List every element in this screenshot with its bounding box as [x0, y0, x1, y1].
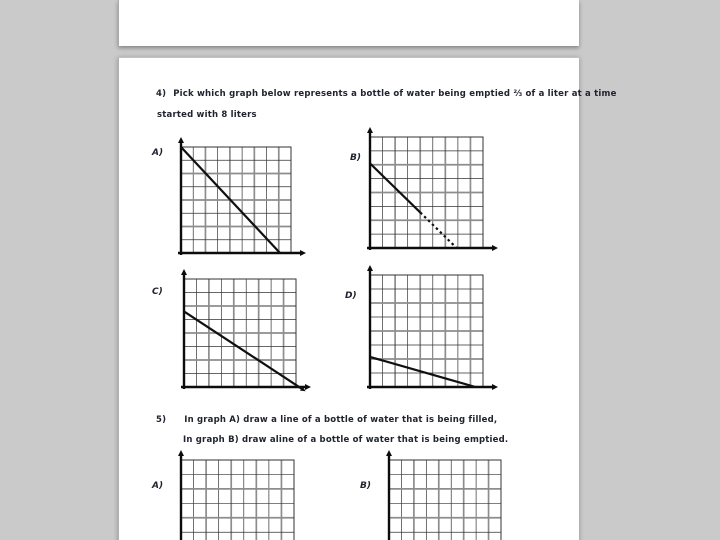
question5-prompt: In graph A) draw a line of a bottle of water that is being filled,	[184, 415, 498, 425]
q5-graph-a-empty-grid	[181, 460, 294, 540]
q5-graph-b-empty-grid	[389, 460, 501, 540]
worksheet-page[interactable]	[118, 57, 617, 540]
graph-b-emptying-dashed-tail	[370, 137, 483, 248]
graph-c-label: C)	[152, 287, 163, 297]
graph-d-low-start	[370, 275, 483, 387]
question4-line1	[156, 89, 617, 99]
question5-line2: In graph B) draw aline of a bottle of water that is being emptied.	[183, 435, 509, 445]
question5-number: 5)	[156, 415, 167, 425]
question5-line1	[156, 415, 497, 425]
graph-c-shallow-slope	[184, 279, 296, 387]
question4-prompt: Pick which graph below represents a bottle of water being emptied ⅔ of a liter at a time	[173, 89, 617, 99]
q5-graph-a-label: A)	[152, 481, 164, 491]
graph-a-emptying-from-8	[181, 147, 291, 253]
question4-number: 4)	[156, 89, 167, 99]
graph-b-label: B)	[350, 153, 361, 163]
graph-d-label: D)	[345, 291, 357, 301]
graph-a-label: A)	[152, 148, 164, 158]
question4-line2: started with 8 liters	[157, 110, 257, 120]
q5-graph-b-label: B)	[360, 481, 371, 491]
previous-page-bottom-edge	[118, 0, 579, 46]
